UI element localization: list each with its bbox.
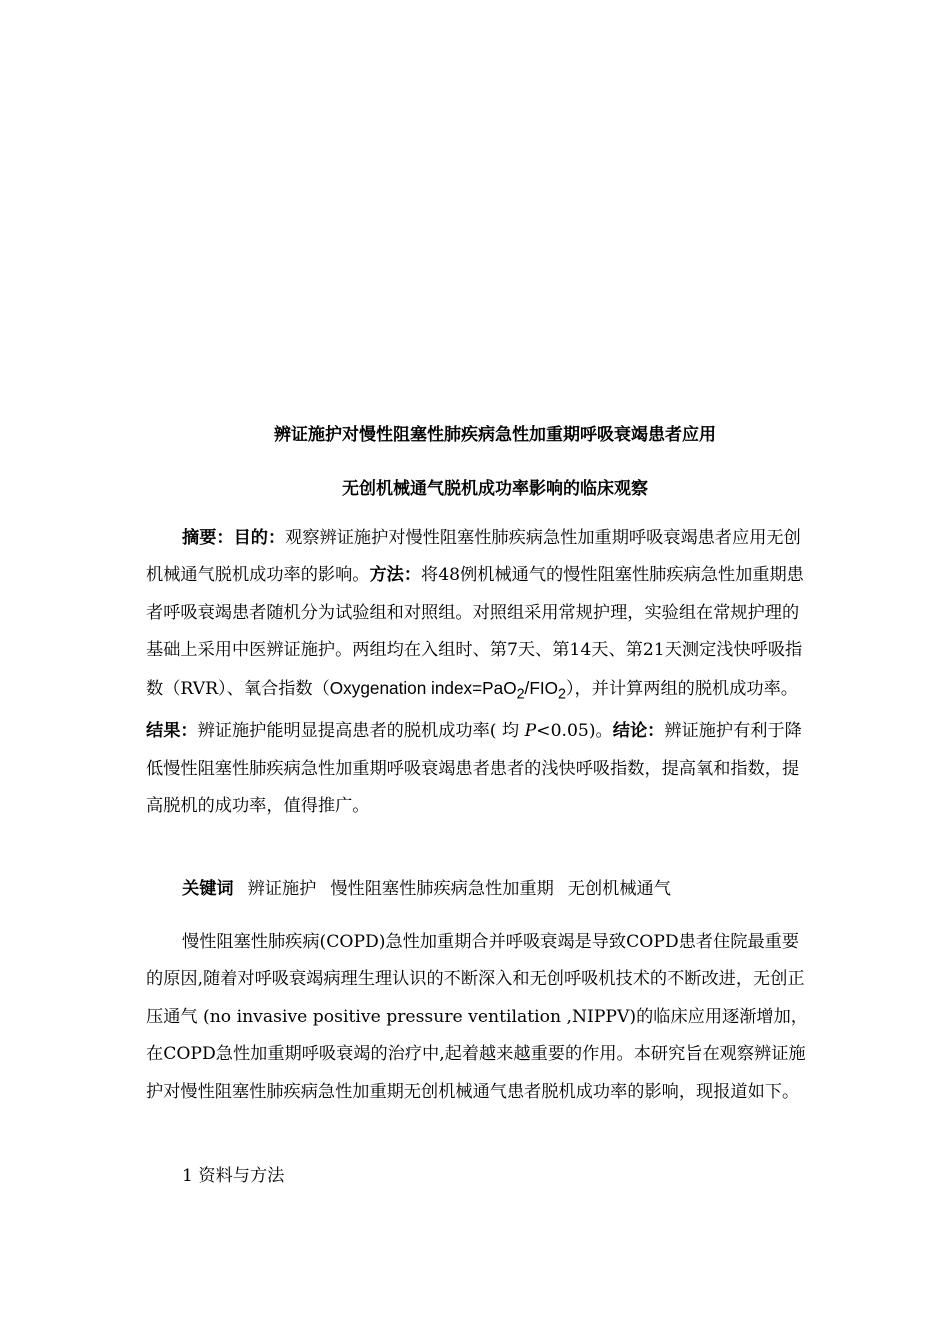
keyword-item: 辨证施护	[247, 879, 317, 899]
methods-text-end: ，并计算两组的脱机成功率。	[574, 678, 798, 699]
paper-title-line-2: 无创机械通气脱机成功率影响的临床观察	[342, 479, 648, 499]
introduction-paragraph: 慢性阻塞性肺疾病(COPD)急性加重期合并呼吸衰竭是导致COPD患者住院最重要的原因,随着对呼吸衰竭病理生理认识的不断深入和无创呼吸机技术的不断改进，无创正压通气 (no invasive positive pressure ventilation ,NIPPV)的临床应用逐渐增加，在COPD急性加重期呼吸衰竭的治疗中,起着越来越重要的作用。本研究旨在观察辨证施护对慢性阻塞性肺疾病急性加重期无创机械通气患者脱机成功率的影响，现报道如下。	[146, 932, 808, 1102]
conclusion-text: 辨证施护有利于降低慢性阻塞性肺疾病急性加重期呼吸衰竭患者患者的浅快呼吸指数，提高氧和指数，提高脱机的成功率，值得推广。	[146, 721, 802, 817]
methods-label: 方法：	[369, 565, 422, 586]
formula-subscript: 2	[557, 686, 566, 703]
objective-text: 观察辨证施护对慢性阻塞性肺疾病急性加重期呼吸衰竭患者应用无创机械通气脱机成功率的影响。	[146, 528, 801, 586]
introduction	[146, 924, 810, 1111]
keywords	[146, 871, 810, 908]
keyword-item: 慢性阻塞性肺疾病急性加重期	[330, 879, 554, 899]
conclusion-label: 结论：	[612, 721, 665, 742]
abstract-label: 摘要：	[182, 528, 234, 548]
oxygenation-formula-fio: /FIO	[524, 677, 558, 698]
results-label: 结果：	[146, 721, 198, 742]
section-heading	[146, 1158, 810, 1195]
section-heading-text: 1 资料与方法	[182, 1166, 285, 1186]
methods-text: 将48例机械通气的慢性阻塞性肺疾病急性加重期患者呼吸衰竭患者随机分为试验组和对照组。对照组采用常规护理，实验组在常规护理的基础上采用中医辨证施护。两组均在入组时、第7天、第14天、第21天测定浅快呼吸指数（RVR）、氧合指数（	[146, 565, 804, 699]
oxygenation-formula: Oxygenation index=PaO	[329, 677, 517, 698]
keywords-label: 关键词	[182, 879, 234, 899]
keyword-item: 无创机械通气	[567, 879, 671, 899]
paper-title-line-1: 辨证施护对慢性阻塞性肺疾病急性加重期呼吸衰竭患者应用	[274, 425, 716, 445]
formula-subscript: 2	[516, 686, 525, 703]
abstract	[146, 520, 810, 826]
p-value-symbol: P	[524, 721, 537, 742]
formula-close-paren: ）	[565, 678, 575, 699]
results-text-end: <0.05)。	[536, 721, 613, 742]
results-text: 辨证施护能明显提高患者的脱机成功率( 均	[197, 721, 525, 742]
objective-label: 目的：	[233, 528, 286, 548]
